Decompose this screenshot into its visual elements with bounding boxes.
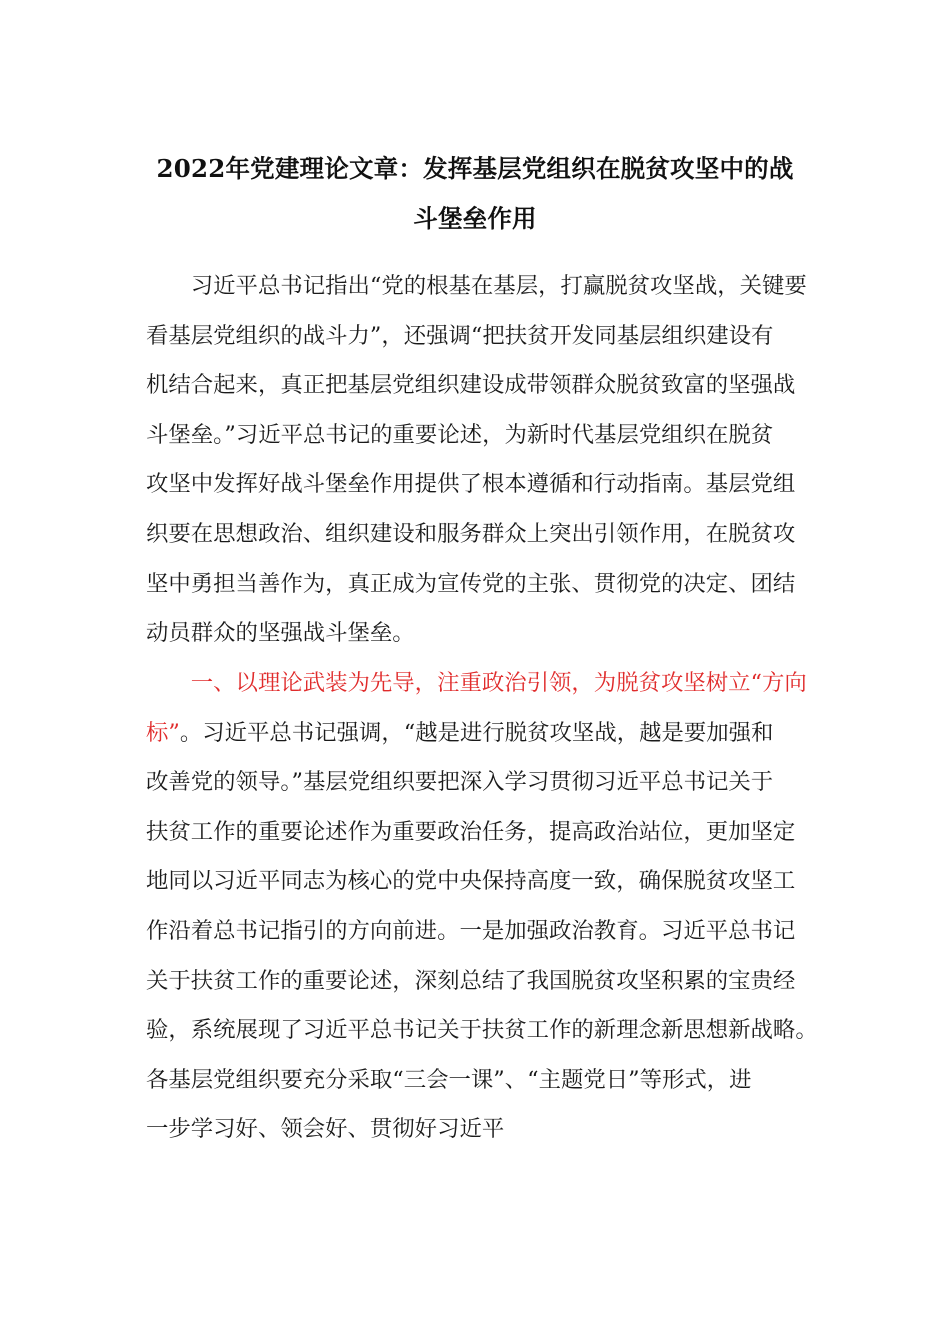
paragraph-line: 关于扶贫工作的重要论述，深刻总结了我国脱贫攻坚积累的宝贵经 [146,967,796,994]
section-heading-end: 标” [146,719,180,746]
paragraph-line: 各基层党组织要充分采取“三会一课”、“主题党日”等形式，进 [146,1066,752,1093]
paragraph-text: 。习近平总书记强调，“越是进行脱贫攻坚战，越是要加强和 [179,719,774,746]
paragraph-line: 一步学习好、领会好、贯彻好习近平 [146,1116,505,1143]
paragraph-line: 攻坚中发挥好战斗堡垒作用提供了根本遵循和行动指南。基层党组 [146,471,796,498]
paragraph-line: 机结合起来，真正把基层党组织建设成带领群众脱贫致富的坚强战 [146,372,796,399]
paragraph-line: 作沿着总书记指引的方向前进。一是加强政治教育。习近平总书记 [146,917,796,944]
paragraph-line [146,709,812,759]
section-heading-line: 一、以理论武装为先导，注重政治引领，为脱贫攻坚树立“方向 [146,670,807,696]
paragraph-line: 织要在思想政治、组织建设和服务群众上突出引领作用，在脱贫攻 [146,520,796,547]
paragraph-line: 斗堡垒。”习近平总书记的重要论述，为新时代基层党组织在脱贫 [146,421,774,448]
title-line-1: 2022年党建理论文章：发挥基层党组织在脱贫攻坚中的战 [156,154,794,183]
paragraph-line: 验，系统展现了习近平总书记关于扶贫工作的新理念新思想新战略。 [146,1017,818,1044]
paragraph-line: 扶贫工作的重要论述作为重要政治任务，提高政治站位，更加坚定 [146,818,796,845]
paragraph-line: 看基层党组织的战斗力”，还强调“把扶贫开发同基层组织建设有 [146,322,774,349]
document-title [140,144,810,244]
paragraph-line: 地同以习近平同志为核心的党中央保持高度一致，确保脱贫攻坚工 [146,868,796,895]
paragraph-line: 动员群众的坚强战斗堡垒。 [146,620,415,647]
paragraph-section-one [146,659,818,1155]
paragraph-intro [146,262,812,659]
paragraph-line: 改善党的领导。”基层党组织要把深入学习贯彻习近平总书记关于 [146,769,774,796]
title-line-2: 斗堡垒作用 [413,204,537,233]
paragraph-line: 坚中勇担当善作为，真正成为宣传党的主张、贯彻党的决定、团结 [146,570,796,597]
paragraph-line: 习近平总书记指出“党的根基在基层，打赢脱贫攻坚战，关键要 [146,273,807,299]
